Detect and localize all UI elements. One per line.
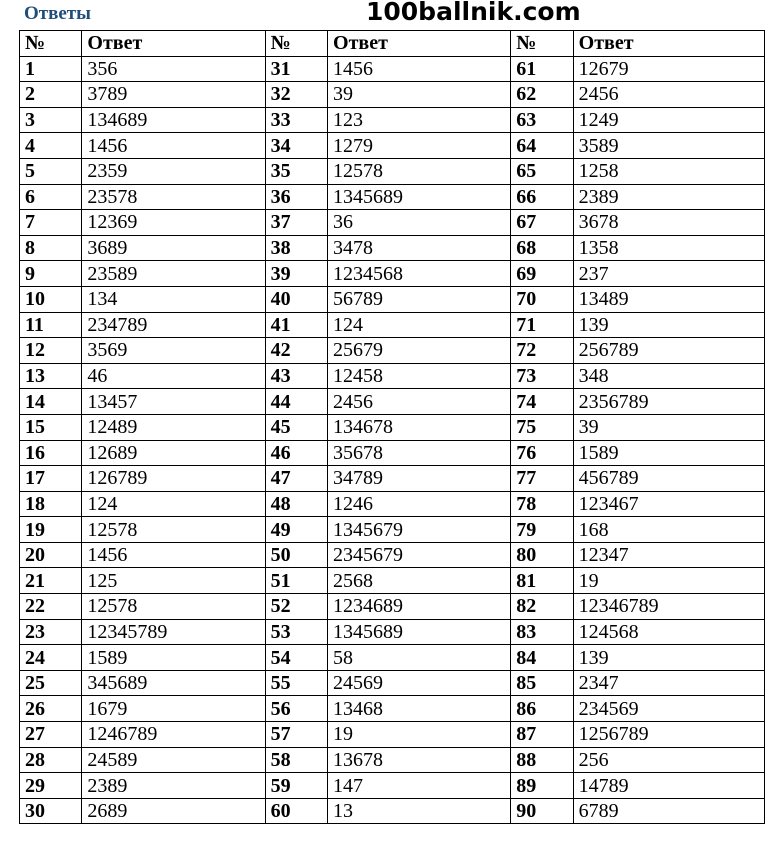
question-number: 69 [511, 261, 573, 287]
answer-value: 3478 [328, 235, 511, 261]
table-row [20, 107, 765, 133]
table-header-row [20, 31, 765, 57]
question-number: 83 [511, 619, 573, 645]
question-number: 76 [511, 440, 573, 466]
answer-value: 126789 [82, 466, 265, 492]
answer-value: 1589 [573, 440, 764, 466]
question-number: 23 [20, 619, 82, 645]
table-row [20, 133, 765, 159]
answer-value: 14789 [573, 773, 764, 799]
question-number: 47 [265, 466, 327, 492]
answer-value: 3569 [82, 338, 265, 364]
answer-value: 139 [573, 645, 764, 671]
question-number: 9 [20, 261, 82, 287]
answer-value: 125 [82, 568, 265, 594]
site-watermark: 100ballnik.com [366, 0, 581, 26]
answer-value: 1456 [82, 133, 265, 159]
answer-value: 1456 [82, 542, 265, 568]
answer-value: 1234689 [328, 594, 511, 620]
question-number: 84 [511, 645, 573, 671]
question-number: 54 [265, 645, 327, 671]
question-number: 63 [511, 107, 573, 133]
answer-value: 168 [573, 517, 764, 543]
question-number: 15 [20, 414, 82, 440]
answer-value: 1234568 [328, 261, 511, 287]
question-number: 26 [20, 696, 82, 722]
question-number: 66 [511, 184, 573, 210]
header-number-1: № [20, 31, 82, 57]
question-number: 6 [20, 184, 82, 210]
header-number-3: № [511, 31, 573, 57]
answer-value: 13489 [573, 286, 764, 312]
answer-value: 124 [328, 312, 511, 338]
question-number: 48 [265, 491, 327, 517]
answer-value: 12489 [82, 414, 265, 440]
answer-value: 123467 [573, 491, 764, 517]
header-answer-2: Ответ [328, 31, 511, 57]
answer-value: 1249 [573, 107, 764, 133]
table-row [20, 619, 765, 645]
table-row [20, 517, 765, 543]
answer-value: 25679 [328, 338, 511, 364]
answer-value: 256789 [573, 338, 764, 364]
answer-value: 13 [328, 798, 511, 824]
question-number: 77 [511, 466, 573, 492]
question-number: 81 [511, 568, 573, 594]
question-number: 75 [511, 414, 573, 440]
question-number: 45 [265, 414, 327, 440]
answer-value: 2359 [82, 158, 265, 184]
answer-value: 12689 [82, 440, 265, 466]
page-title: Ответы [24, 3, 91, 24]
answer-value: 3789 [82, 82, 265, 108]
table-row [20, 440, 765, 466]
answer-value: 12345789 [82, 619, 265, 645]
question-number: 73 [511, 363, 573, 389]
answer-value: 12346789 [573, 594, 764, 620]
question-number: 87 [511, 722, 573, 748]
question-number: 41 [265, 312, 327, 338]
answer-value: 2345679 [328, 542, 511, 568]
question-number: 44 [265, 389, 327, 415]
answer-value: 36 [328, 210, 511, 236]
table-row [20, 568, 765, 594]
question-number: 18 [20, 491, 82, 517]
table-row [20, 82, 765, 108]
answer-value: 1679 [82, 696, 265, 722]
question-number: 80 [511, 542, 573, 568]
question-number: 16 [20, 440, 82, 466]
answer-value: 2389 [573, 184, 764, 210]
answer-value: 1345679 [328, 517, 511, 543]
answer-value: 139 [573, 312, 764, 338]
answer-value: 345689 [82, 670, 265, 696]
header-answer-1: Ответ [82, 31, 265, 57]
table-row [20, 312, 765, 338]
table-row [20, 696, 765, 722]
answer-value: 2356789 [573, 389, 764, 415]
question-number: 22 [20, 594, 82, 620]
question-number: 78 [511, 491, 573, 517]
question-number: 20 [20, 542, 82, 568]
answer-value: 2456 [573, 82, 764, 108]
answer-value: 1345689 [328, 619, 511, 645]
question-number: 4 [20, 133, 82, 159]
answer-value: 123 [328, 107, 511, 133]
answer-value: 39 [573, 414, 764, 440]
table-row [20, 798, 765, 824]
question-number: 31 [265, 56, 327, 82]
answer-value: 2389 [82, 773, 265, 799]
answer-value: 1246789 [82, 722, 265, 748]
question-number: 58 [265, 747, 327, 773]
question-number: 12 [20, 338, 82, 364]
question-number: 29 [20, 773, 82, 799]
answer-value: 12458 [328, 363, 511, 389]
answer-value: 134689 [82, 107, 265, 133]
question-number: 60 [265, 798, 327, 824]
table-row [20, 414, 765, 440]
question-number: 52 [265, 594, 327, 620]
question-number: 57 [265, 722, 327, 748]
table-row [20, 722, 765, 748]
answer-value: 1345689 [328, 184, 511, 210]
table-row [20, 184, 765, 210]
answer-value: 1279 [328, 133, 511, 159]
question-number: 50 [265, 542, 327, 568]
answer-value: 12578 [82, 594, 265, 620]
question-number: 14 [20, 389, 82, 415]
table-row [20, 773, 765, 799]
question-number: 49 [265, 517, 327, 543]
answer-value: 456789 [573, 466, 764, 492]
answer-value: 134678 [328, 414, 511, 440]
question-number: 10 [20, 286, 82, 312]
answer-value: 3678 [573, 210, 764, 236]
question-number: 61 [511, 56, 573, 82]
question-number: 19 [20, 517, 82, 543]
question-number: 72 [511, 338, 573, 364]
table-row [20, 363, 765, 389]
table-row [20, 338, 765, 364]
question-number: 70 [511, 286, 573, 312]
answer-value: 348 [573, 363, 764, 389]
question-number: 37 [265, 210, 327, 236]
table-row [20, 491, 765, 517]
question-number: 82 [511, 594, 573, 620]
question-number: 25 [20, 670, 82, 696]
header-answer-3: Ответ [573, 31, 764, 57]
answer-value: 1256789 [573, 722, 764, 748]
question-number: 71 [511, 312, 573, 338]
answer-value: 6789 [573, 798, 764, 824]
question-number: 86 [511, 696, 573, 722]
question-number: 3 [20, 107, 82, 133]
answer-value: 147 [328, 773, 511, 799]
question-number: 64 [511, 133, 573, 159]
question-number: 85 [511, 670, 573, 696]
answer-value: 24589 [82, 747, 265, 773]
table-row [20, 261, 765, 287]
answer-value: 12578 [82, 517, 265, 543]
question-number: 65 [511, 158, 573, 184]
table-row [20, 747, 765, 773]
answer-value: 19 [573, 568, 764, 594]
answer-value: 134 [82, 286, 265, 312]
question-number: 5 [20, 158, 82, 184]
table-row [20, 286, 765, 312]
answers-body [20, 56, 765, 824]
question-number: 38 [265, 235, 327, 261]
question-number: 90 [511, 798, 573, 824]
table-row [20, 466, 765, 492]
answer-value: 39 [328, 82, 511, 108]
answer-value: 12679 [573, 56, 764, 82]
question-number: 28 [20, 747, 82, 773]
question-number: 88 [511, 747, 573, 773]
question-number: 11 [20, 312, 82, 338]
answer-value: 24569 [328, 670, 511, 696]
question-number: 42 [265, 338, 327, 364]
answer-value: 58 [328, 645, 511, 671]
question-number: 2 [20, 82, 82, 108]
table-row [20, 645, 765, 671]
table-row [20, 210, 765, 236]
answer-value: 34789 [328, 466, 511, 492]
question-number: 13 [20, 363, 82, 389]
answer-value: 56789 [328, 286, 511, 312]
answer-value: 234789 [82, 312, 265, 338]
answer-value: 2347 [573, 670, 764, 696]
question-number: 43 [265, 363, 327, 389]
question-number: 32 [265, 82, 327, 108]
question-number: 34 [265, 133, 327, 159]
answer-value: 124568 [573, 619, 764, 645]
answer-value: 2689 [82, 798, 265, 824]
question-number: 17 [20, 466, 82, 492]
answer-value: 12369 [82, 210, 265, 236]
question-number: 56 [265, 696, 327, 722]
table-row [20, 56, 765, 82]
question-number: 30 [20, 798, 82, 824]
question-number: 35 [265, 158, 327, 184]
question-number: 33 [265, 107, 327, 133]
answer-value: 13457 [82, 389, 265, 415]
answer-value: 23578 [82, 184, 265, 210]
question-number: 40 [265, 286, 327, 312]
question-number: 68 [511, 235, 573, 261]
question-number: 53 [265, 619, 327, 645]
answer-value: 356 [82, 56, 265, 82]
answer-value: 2456 [328, 389, 511, 415]
answer-value: 1358 [573, 235, 764, 261]
answer-value: 3689 [82, 235, 265, 261]
table-row [20, 389, 765, 415]
answer-value: 13678 [328, 747, 511, 773]
answer-value: 1258 [573, 158, 764, 184]
answer-value: 3589 [573, 133, 764, 159]
question-number: 62 [511, 82, 573, 108]
question-number: 21 [20, 568, 82, 594]
header-number-2: № [265, 31, 327, 57]
answer-value: 234569 [573, 696, 764, 722]
answer-value: 1246 [328, 491, 511, 517]
question-number: 51 [265, 568, 327, 594]
answer-value: 124 [82, 491, 265, 517]
question-number: 27 [20, 722, 82, 748]
question-number: 55 [265, 670, 327, 696]
answer-value: 46 [82, 363, 265, 389]
question-number: 79 [511, 517, 573, 543]
answer-value: 1589 [82, 645, 265, 671]
answer-value: 19 [328, 722, 511, 748]
question-number: 7 [20, 210, 82, 236]
question-number: 1 [20, 56, 82, 82]
table-row [20, 670, 765, 696]
table-row [20, 594, 765, 620]
question-number: 8 [20, 235, 82, 261]
table-row [20, 158, 765, 184]
question-number: 67 [511, 210, 573, 236]
answers-table [19, 30, 765, 824]
table-row [20, 235, 765, 261]
question-number: 46 [265, 440, 327, 466]
answer-value: 13468 [328, 696, 511, 722]
answer-value: 35678 [328, 440, 511, 466]
question-number: 89 [511, 773, 573, 799]
question-number: 39 [265, 261, 327, 287]
answer-value: 12578 [328, 158, 511, 184]
answer-value: 12347 [573, 542, 764, 568]
answer-value: 2568 [328, 568, 511, 594]
question-number: 74 [511, 389, 573, 415]
answer-value: 1456 [328, 56, 511, 82]
question-number: 36 [265, 184, 327, 210]
answer-value: 237 [573, 261, 764, 287]
answer-value: 256 [573, 747, 764, 773]
question-number: 59 [265, 773, 327, 799]
question-number: 24 [20, 645, 82, 671]
table-row [20, 542, 765, 568]
answer-value: 23589 [82, 261, 265, 287]
